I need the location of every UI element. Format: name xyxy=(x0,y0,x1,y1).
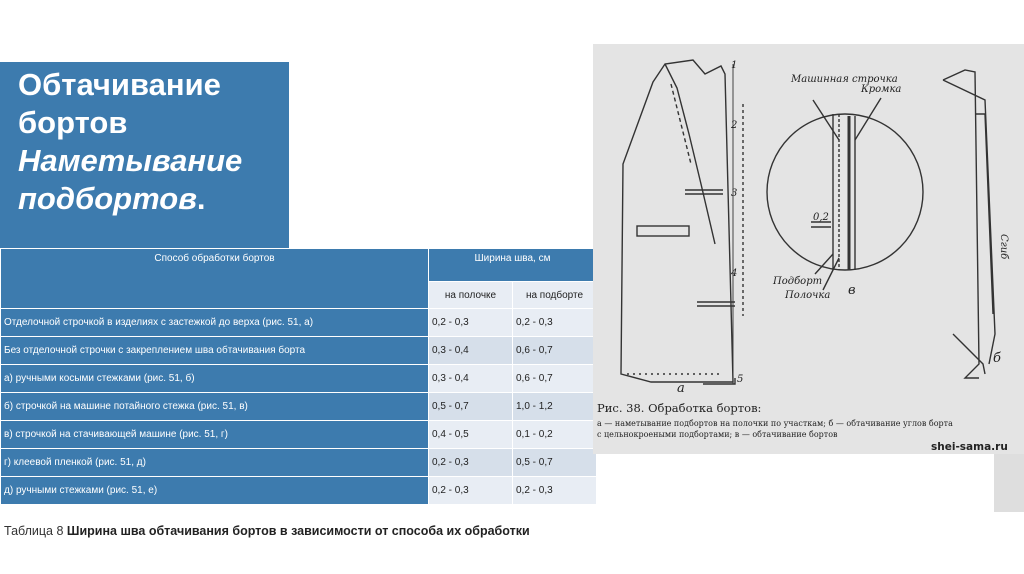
figure-caption-title: Рис. 38. Обработка бортов: xyxy=(597,401,762,415)
method-cell: в) строчкой на стачивающей машине (рис. 51, г) xyxy=(1,421,429,449)
facing-cell: 0,1 - 0,2 xyxy=(513,421,597,449)
seam-width-table xyxy=(0,248,597,505)
caption-prefix: Таблица 8 xyxy=(4,524,64,538)
shelf-cell: 0,4 - 0,5 xyxy=(429,421,513,449)
method-cell: Отделочной строчкой в изделиях с застежкой до верха (рис. 51, а) xyxy=(1,309,429,337)
method-cell: Без отделочной строчки с закреплением шва обтачивания борта xyxy=(1,337,429,365)
facing-cell: 1,0 - 1,2 xyxy=(513,393,597,421)
caption-title: Ширина шва обтачивания бортов в зависимости от способа их обработки xyxy=(66,524,530,538)
shelf-cell: 0,5 - 0,7 xyxy=(429,393,513,421)
num-2: 2 xyxy=(731,120,738,131)
title-line-4: подбортов xyxy=(18,181,197,216)
watermark: shei-sama.ru xyxy=(931,441,1008,453)
table-row xyxy=(1,477,597,505)
garment-figure xyxy=(593,44,1024,454)
shelf-cell: 0,2 - 0,3 xyxy=(429,477,513,505)
label-b: б xyxy=(993,351,1001,366)
facing-subheader: на подборте xyxy=(513,282,597,309)
table-row xyxy=(1,309,597,337)
figure-edge-strip xyxy=(994,454,1024,512)
label-fold: Сгиб xyxy=(998,234,1009,260)
figure-caption-line-2: с цельнокроеными подбортами; в — обтачивание бортов xyxy=(597,430,838,439)
method-cell: д) ручными стежками (рис. 51, е) xyxy=(1,477,429,505)
label-seam: Машинная строчка xyxy=(791,74,898,85)
figure-caption-line-1: а — наметывание подбортов на полочки по участкам; б — обтачивание углов борта xyxy=(597,419,953,428)
facing-cell: 0,5 - 0,7 xyxy=(513,449,597,477)
table-row xyxy=(1,393,597,421)
title-period: . xyxy=(196,181,206,216)
label-facing: Подборт xyxy=(773,276,823,287)
facing-cell: 0,6 - 0,7 xyxy=(513,337,597,365)
shelf-cell: 0,2 - 0,3 xyxy=(429,449,513,477)
table-row xyxy=(1,449,597,477)
label-v: в xyxy=(848,283,856,298)
table-row xyxy=(1,421,597,449)
facing-cell: 0,2 - 0,3 xyxy=(513,309,597,337)
facing-cell: 0,2 - 0,3 xyxy=(513,477,597,505)
width-header: Ширина шва, см xyxy=(429,249,597,282)
shelf-subheader: на полочке xyxy=(429,282,513,309)
method-cell: г) клеевой пленкой (рис. 51, д) xyxy=(1,449,429,477)
garment-drawing xyxy=(593,44,1024,454)
num-1: 1 xyxy=(731,60,738,71)
num-3: 3 xyxy=(731,188,738,199)
shelf-cell: 0,3 - 0,4 xyxy=(429,337,513,365)
table-row xyxy=(1,365,597,393)
slide-title xyxy=(18,66,242,218)
shelf-cell: 0,3 - 0,4 xyxy=(429,365,513,393)
title-line-1: Обтачивание xyxy=(18,67,221,102)
label-edge: Кромка xyxy=(861,84,902,95)
table-caption xyxy=(4,524,530,538)
facing-cell: 0,6 - 0,7 xyxy=(513,365,597,393)
label-shelf: Полочка xyxy=(785,290,831,301)
label-a: а xyxy=(677,381,685,396)
title-line-3: Наметывание xyxy=(18,143,243,178)
num-5: 5 xyxy=(737,374,744,385)
method-cell: а) ручными косыми стежками (рис. 51, б) xyxy=(1,365,429,393)
shelf-cell: 0,2 - 0,3 xyxy=(429,309,513,337)
method-header: Способ обработки бортов xyxy=(1,249,429,309)
table-row xyxy=(1,337,597,365)
label-02: 0,2 xyxy=(813,212,829,223)
method-cell: б) строчкой на машине потайного стежка (рис. 51, в) xyxy=(1,393,429,421)
num-4: 4 xyxy=(731,268,738,279)
title-line-2: бортов xyxy=(18,105,128,140)
title-line-4-wrap xyxy=(18,180,242,218)
